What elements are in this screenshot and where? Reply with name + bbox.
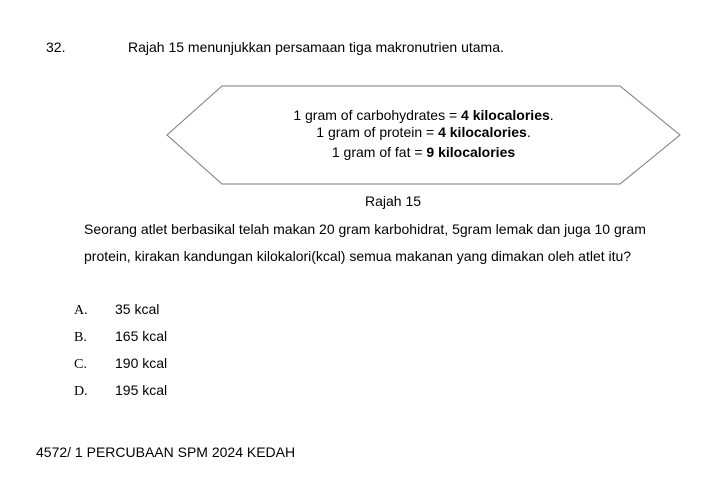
option-letter: C. bbox=[74, 357, 87, 372]
question-number: 32. bbox=[46, 39, 66, 55]
option-a[interactable] bbox=[74, 301, 159, 319]
option-text: 165 kcal bbox=[115, 328, 168, 344]
question-intro: Rajah 15 menunjukkan persamaan tiga makronutrien utama. bbox=[128, 39, 504, 55]
figure-caption: Rajah 15 bbox=[365, 193, 422, 209]
figure-line-protein: 1 gram of protein = 4 kilocalories. bbox=[316, 124, 531, 140]
option-letter: B. bbox=[74, 330, 87, 345]
option-d[interactable] bbox=[74, 382, 167, 400]
page-footer: 4572/ 1 PERCUBAAN SPM 2024 KEDAH bbox=[36, 444, 296, 460]
option-letter: A. bbox=[74, 303, 88, 318]
question-stem-line-1: Seorang atlet berbasikal telah makan 20 gram karbohidrat, 5gram lemak dan juga 10 gram bbox=[84, 221, 646, 237]
option-b[interactable] bbox=[74, 328, 167, 346]
option-text: 195 kcal bbox=[115, 382, 168, 398]
question-stem-line-2: protein, kirakan kandungan kilokalori(kcal) semua makanan yang dimakan oleh atlet itu? bbox=[84, 248, 632, 264]
option-letter: D. bbox=[74, 384, 88, 399]
option-text: 35 kcal bbox=[115, 301, 160, 317]
figure-line-fat: 1 gram of fat = 9 kilocalories bbox=[331, 144, 516, 160]
figure-line-carbohydrates: 1 gram of carbohydrates = 4 kilocalories. bbox=[293, 107, 554, 123]
option-c[interactable] bbox=[74, 355, 167, 373]
option-text: 190 kcal bbox=[115, 355, 168, 371]
